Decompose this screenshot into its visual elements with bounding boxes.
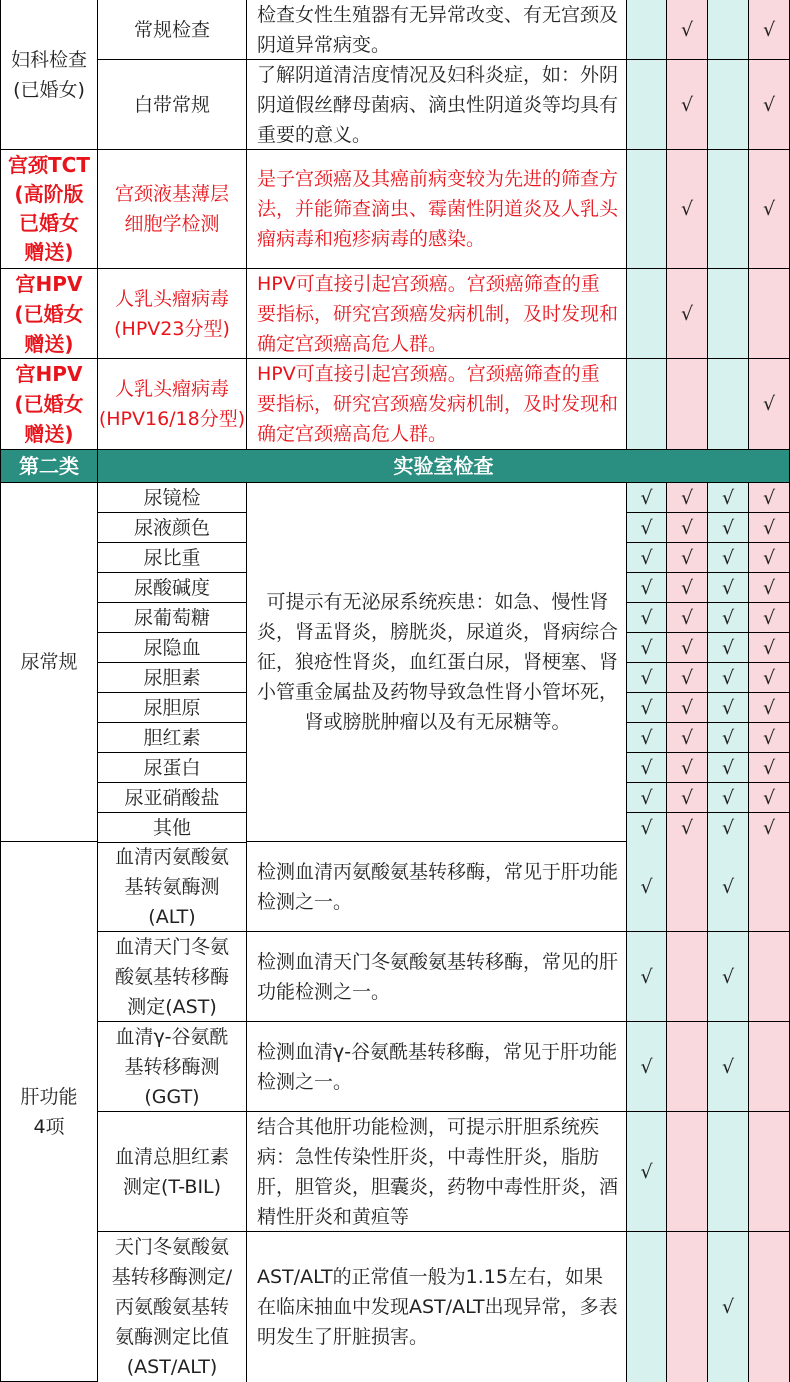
check-mark: √ — [680, 756, 694, 779]
mark-cell — [749, 663, 790, 693]
item-cell — [98, 693, 247, 723]
mark-cell — [667, 483, 708, 513]
mark-cell — [627, 723, 667, 753]
check-mark: √ — [640, 576, 653, 599]
item-label: 尿葡萄糖 — [133, 606, 210, 629]
item-label: 胆红素 — [143, 726, 201, 749]
item-cell — [98, 842, 247, 932]
check-mark: √ — [721, 786, 735, 809]
item-label: 宫颈液基薄层细胞学检测 — [114, 183, 229, 235]
mark-cell — [749, 483, 790, 513]
mark-cell — [749, 0, 790, 60]
mark-cell — [708, 150, 749, 269]
desc-cell — [247, 60, 627, 150]
check-mark: √ — [640, 606, 653, 629]
mark-cell — [627, 783, 667, 813]
check-mark: √ — [762, 18, 776, 41]
item-cell — [98, 633, 247, 663]
check-mark: √ — [680, 486, 694, 509]
desc-cell — [247, 1232, 627, 1382]
category-label: 宫HPV (已婚女 赠送) — [14, 271, 84, 356]
item-cell — [98, 0, 247, 60]
desc-cell — [247, 1112, 627, 1232]
item-cell — [98, 932, 247, 1022]
item-label: 人乳头瘤病毒 (HPV23分型) — [114, 287, 230, 340]
mark-cell — [627, 150, 667, 269]
item-cell — [98, 1022, 247, 1112]
desc-cell — [247, 932, 627, 1022]
mark-cell — [627, 603, 667, 633]
check-mark: √ — [762, 786, 776, 809]
section-title — [98, 450, 790, 483]
check-mark: √ — [762, 756, 776, 779]
item-cell — [98, 359, 247, 450]
item-label: 尿隐血 — [143, 636, 201, 659]
check-mark: √ — [721, 696, 735, 719]
mark-cell — [627, 693, 667, 723]
mark-cell — [667, 1112, 708, 1232]
item-cell — [98, 753, 247, 783]
mark-cell — [749, 753, 790, 783]
mark-cell — [708, 1022, 749, 1112]
mark-cell — [749, 150, 790, 269]
mark-cell — [667, 663, 708, 693]
check-mark: √ — [680, 302, 694, 325]
mark-cell — [667, 783, 708, 813]
item-cell — [98, 60, 247, 150]
mark-cell — [667, 1022, 708, 1112]
check-mark: √ — [762, 606, 776, 629]
section-label-text: 第二类 — [19, 454, 79, 478]
item-label: 尿镜检 — [143, 486, 201, 509]
check-mark: √ — [762, 516, 776, 539]
check-mark: √ — [762, 393, 776, 415]
item-label: 尿液颜色 — [133, 516, 210, 539]
mark-cell — [708, 1232, 749, 1382]
check-mark: √ — [680, 816, 694, 839]
mark-cell — [708, 60, 749, 150]
item-cell — [98, 269, 247, 359]
mark-cell — [708, 603, 749, 633]
check-mark: √ — [680, 636, 694, 659]
mark-cell — [627, 573, 667, 603]
mark-cell — [749, 932, 790, 1022]
mark-cell — [667, 753, 708, 783]
item-cell — [98, 483, 247, 513]
desc-text: 检测血清γ-谷氨酰基转移酶，常见于肝功能检测之一。 — [257, 1040, 618, 1093]
mark-cell — [627, 633, 667, 663]
check-mark: √ — [721, 726, 735, 749]
item-label: 人乳头瘤病毒 (HPV16/18分型) — [98, 378, 246, 430]
item-cell — [98, 1112, 247, 1232]
item-label: 血清丙氨酸氨基转氨酶测 (ALT) — [114, 845, 229, 928]
mark-cell — [749, 723, 790, 753]
mark-cell — [627, 60, 667, 150]
mark-cell — [627, 663, 667, 693]
check-mark: √ — [640, 726, 653, 749]
mark-cell — [708, 753, 749, 783]
item-label: 尿比重 — [143, 546, 201, 569]
mark-cell — [667, 0, 708, 60]
item-label: 尿胆素 — [143, 666, 201, 689]
mark-cell — [667, 573, 708, 603]
check-mark: √ — [721, 576, 735, 599]
mark-cell — [708, 1112, 749, 1232]
item-label: 血清γ-谷氨酰基转移酶测 (GGT) — [115, 1025, 229, 1108]
desc-text: 可提示有无泌尿系统疾患：如急、慢性肾炎，肾盂肾炎，膀胱炎，尿道炎，肾病综合征，狼疮性肾炎，血红蛋白尿，肾梗塞、肾小管重金属盐及药物导致急性肾小管坏死，肾或膀胱肿瘤以及有无尿糖等。 — [257, 591, 619, 733]
item-cell — [98, 543, 247, 573]
check-mark: √ — [640, 965, 653, 988]
item-label: 尿亚硝酸盐 — [124, 786, 220, 809]
mark-cell — [627, 513, 667, 543]
check-mark: √ — [680, 18, 694, 41]
desc-text: 检测血清天门冬氨酸氨基转移酶，常见的肝功能检测之一。 — [257, 950, 619, 1003]
check-mark: √ — [640, 516, 653, 539]
item-label: 尿蛋白 — [143, 756, 201, 779]
mark-cell — [708, 573, 749, 603]
check-mark: √ — [721, 756, 735, 779]
item-cell — [98, 573, 247, 603]
check-mark: √ — [640, 666, 653, 689]
check-mark: √ — [762, 93, 776, 116]
mark-cell — [627, 1112, 667, 1232]
check-mark: √ — [721, 516, 735, 539]
check-mark: √ — [762, 636, 776, 659]
mark-cell — [708, 723, 749, 753]
mark-cell — [667, 932, 708, 1022]
check-mark: √ — [721, 546, 735, 569]
mark-cell — [667, 603, 708, 633]
check-mark: √ — [680, 696, 694, 719]
mark-cell — [708, 0, 749, 60]
category-hpv16 — [0, 359, 98, 450]
item-cell — [98, 783, 247, 813]
mark-cell — [667, 723, 708, 753]
mark-cell — [749, 1022, 790, 1112]
desc-cell — [247, 269, 627, 359]
mark-cell — [667, 269, 708, 359]
mark-cell — [749, 60, 790, 150]
mark-cell — [627, 813, 667, 843]
mark-cell — [667, 693, 708, 723]
check-mark: √ — [640, 816, 653, 839]
check-mark: √ — [680, 576, 694, 599]
mark-cell — [749, 1232, 790, 1382]
check-mark: √ — [640, 546, 653, 569]
check-mark: √ — [721, 606, 735, 629]
desc-cell — [247, 483, 627, 842]
desc-text: 了解阴道清洁度情况及妇科炎症，如：外阴阴道假丝酵母菌病、滴虫性阴道炎等均具有重要的意义。 — [257, 63, 619, 146]
check-mark: √ — [721, 816, 735, 839]
check-mark: √ — [762, 198, 776, 220]
check-mark: √ — [680, 546, 694, 569]
category-label: 肝功能 4项 — [20, 1085, 78, 1138]
mark-cell — [667, 842, 708, 932]
mark-cell — [708, 269, 749, 359]
mark-cell — [627, 269, 667, 359]
item-cell — [98, 1232, 247, 1382]
mark-cell — [708, 842, 749, 932]
item-label: 尿酸碱度 — [133, 576, 210, 599]
check-mark: √ — [721, 1296, 735, 1318]
check-mark: √ — [721, 636, 735, 659]
mark-cell — [749, 573, 790, 603]
mark-cell — [627, 842, 667, 932]
mark-cell — [708, 483, 749, 513]
desc-cell — [247, 1022, 627, 1112]
category-label: 宫颈TCT (高阶版 已婚女 赠送) — [8, 153, 90, 264]
mark-cell — [667, 60, 708, 150]
mark-cell — [749, 783, 790, 813]
mark-cell — [667, 1232, 708, 1382]
item-label: 天门冬氨酸氨基转移酶测定/丙氨酸氨基转氨酶测定比值 (AST/ALT) — [111, 1236, 233, 1378]
item-cell — [98, 663, 247, 693]
check-mark: √ — [680, 726, 694, 749]
item-label: 尿胆原 — [143, 696, 201, 719]
check-mark: √ — [640, 786, 653, 809]
desc-cell — [247, 0, 627, 60]
check-mark: √ — [721, 965, 735, 988]
mark-cell — [627, 932, 667, 1022]
category-label: 妇科检查 (已婚女) — [10, 48, 87, 101]
category-urine — [0, 483, 98, 842]
category-tct — [0, 150, 98, 269]
mark-cell — [627, 1022, 667, 1112]
category-liver — [0, 842, 98, 1382]
desc-text: 检查女性生殖器有无异常改变、有无宫颈及阴道异常病变。 — [257, 3, 619, 56]
item-cell — [98, 723, 247, 753]
desc-text: HPV可直接引起宫颈癌。宫颈癌筛查的重要指标，研究宫颈癌发病机制，及时发现和确定宫颈癌高危人群。 — [257, 272, 619, 355]
check-mark: √ — [762, 486, 776, 509]
mark-cell — [627, 0, 667, 60]
check-mark: √ — [680, 198, 694, 220]
section-title-text: 实验室检查 — [393, 454, 494, 478]
desc-text: AST/ALT的正常值一般为1.15左右，如果在临床抽血中发现AST/ALT出现异常，多表明发生了肝脏损害。 — [257, 1266, 618, 1348]
item-cell — [98, 150, 247, 269]
desc-text: HPV可直接引起宫颈癌。宫颈癌筛查的重要指标，研究宫颈癌发病机制，及时发现和确定宫颈癌高危人群。 — [257, 363, 619, 445]
item-cell — [98, 513, 247, 543]
mark-cell — [627, 753, 667, 783]
section-label — [0, 450, 98, 483]
mark-cell — [749, 359, 790, 450]
check-mark: √ — [680, 606, 694, 629]
mark-cell — [749, 813, 790, 843]
mark-cell — [749, 513, 790, 543]
check-mark: √ — [762, 666, 776, 689]
desc-text: 是子宫颈癌及其癌前病变较为先进的筛查方法，并能筛查滴虫、霉菌性阴道炎及人乳头瘤病毒和疱疹病毒的感染。 — [257, 168, 619, 250]
desc-cell — [247, 150, 627, 269]
category-label: 尿常规 — [20, 651, 78, 673]
item-label: 血清总胆红素测定(T-BIL) — [114, 1145, 229, 1198]
mark-cell — [667, 633, 708, 663]
mark-cell — [708, 693, 749, 723]
check-mark: √ — [721, 666, 735, 689]
mark-cell — [749, 693, 790, 723]
item-label: 白带常规 — [133, 93, 210, 116]
category-label: 宫HPV (已婚女 赠送) — [14, 362, 84, 446]
mark-cell — [708, 359, 749, 450]
mark-cell — [749, 1112, 790, 1232]
mark-cell — [627, 1232, 667, 1382]
mark-cell — [749, 269, 790, 359]
mark-cell — [708, 513, 749, 543]
check-mark: √ — [762, 726, 776, 749]
desc-cell — [247, 842, 627, 932]
mark-cell — [708, 783, 749, 813]
check-mark: √ — [680, 786, 694, 809]
mark-cell — [667, 359, 708, 450]
mark-cell — [708, 932, 749, 1022]
check-mark: √ — [640, 1160, 653, 1183]
category-hpv23 — [0, 269, 98, 359]
mark-cell — [749, 842, 790, 932]
mark-cell — [667, 513, 708, 543]
check-mark: √ — [721, 486, 735, 509]
mark-cell — [667, 543, 708, 573]
check-mark: √ — [680, 666, 694, 689]
check-mark: √ — [762, 816, 776, 839]
check-mark: √ — [640, 636, 653, 659]
mark-cell — [708, 663, 749, 693]
category-gyn — [0, 0, 98, 150]
mark-cell — [627, 543, 667, 573]
mark-cell — [708, 813, 749, 843]
item-cell — [98, 813, 247, 843]
check-mark: √ — [640, 875, 653, 898]
item-label: 其他 — [152, 816, 191, 839]
mark-cell — [627, 483, 667, 513]
desc-text: 检测血清丙氨酸氨基转移酶，常见于肝功能检测之一。 — [257, 860, 619, 913]
check-mark: √ — [762, 546, 776, 569]
check-mark: √ — [640, 696, 653, 719]
mark-cell — [708, 633, 749, 663]
check-mark: √ — [721, 875, 735, 898]
mark-cell — [749, 633, 790, 663]
check-mark: √ — [640, 1055, 653, 1078]
check-mark: √ — [762, 696, 776, 719]
check-mark: √ — [640, 486, 653, 509]
mark-cell — [749, 543, 790, 573]
item-cell — [98, 603, 247, 633]
item-label: 血清天门冬氨酸氨基转移酶测定(AST) — [114, 935, 229, 1018]
check-mark: √ — [640, 756, 653, 779]
item-label: 常规检查 — [133, 18, 210, 41]
mark-cell — [627, 359, 667, 450]
mark-cell — [667, 813, 708, 843]
check-mark: √ — [762, 576, 776, 599]
check-mark: √ — [680, 516, 694, 539]
check-mark: √ — [680, 93, 694, 116]
mark-cell — [749, 603, 790, 633]
check-mark: √ — [721, 1055, 735, 1078]
desc-cell — [247, 359, 627, 450]
desc-text: 结合其他肝功能检测，可提示肝胆系统疾病：急性传染性肝炎，中毒性肝炎，脂肪肝，胆管炎，胆囊炎，药物中毒性肝炎，酒精性肝炎和黄疸等 — [257, 1115, 619, 1228]
mark-cell — [667, 150, 708, 269]
mark-cell — [708, 543, 749, 573]
